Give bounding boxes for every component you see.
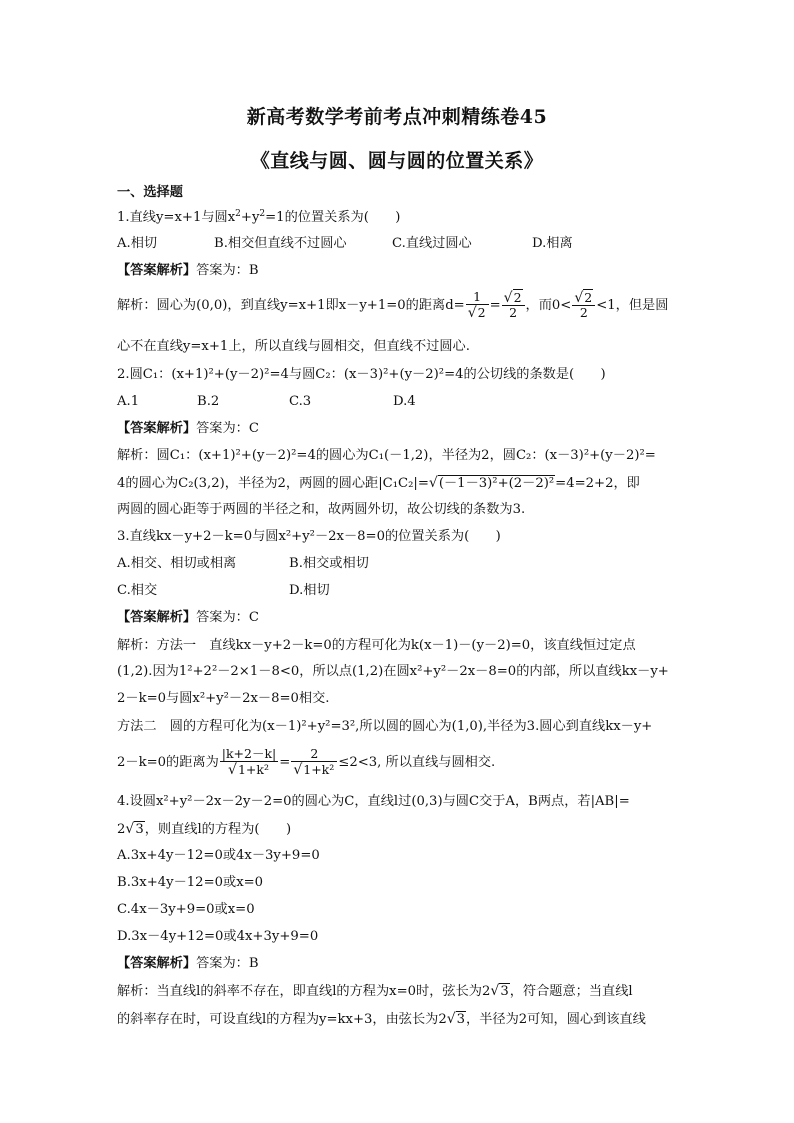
q3-option-c: C.相交 — [117, 583, 158, 598]
q3-explanation-line4: 方法二 圆的方程可化为(x－1)²+y²=3²,所以圆的圆心为(1,0),半径为3.圆心到直线kx－y+ — [117, 719, 653, 734]
q4-expl-line2-b: ，半径为2可知，圆心到该直线 — [466, 1012, 646, 1027]
q4-stem-line2 — [117, 820, 291, 839]
q3-expl-line5-a: 2－k=0的距离为 — [117, 754, 219, 770]
q2-answer-tag: 【答案解析】 — [117, 421, 197, 436]
q3-option-b: B.相交或相切 — [289, 556, 369, 571]
q3-explanation-line3: 2－k=0与圆x²+y²－2x－8=0相交. — [117, 691, 330, 706]
q1-answer-tag: 【答案解析】 — [117, 263, 197, 278]
q2-expl-line2-a: 4的圆心为C₂(3,2)，半径为2，两圆的圆心距|C₁C₂|= — [117, 476, 429, 491]
q2-answer — [117, 420, 259, 438]
q4-expl-sqrt3-b: √3 — [446, 1011, 466, 1027]
q4-option-c: C.4x－3y+9=0或x=0 — [117, 902, 255, 917]
q4-stem-line1: 4.设圆x²+y²－2x－2y－2=0的圆心为C，直线l过(0,3)与圆C交于A，B两点，若|AB|= — [117, 794, 630, 809]
q3-explanation-line2: (1,2).因为1²+2²－2×1－8<0，所以点(1,2)在圆x²+y²－2x－8=0的内部，所以直线kx－y+ — [117, 664, 669, 679]
q3-stem: 3.直线kx－y+2－k=0与圆x²+y²－2x－8=0的位置关系为( ) — [117, 529, 501, 544]
q4-expl-line1-a: 解析：当直线l的斜率不存在，即直线l的方程为x=0时，弦长为2 — [117, 984, 491, 999]
q3-explanation-line5: 2－k=0的距离为 $\frac{|k+2-k|}{\text{√1+k²}}$ = $\frac{2}{\text{√1+k²}}$ ≤2<3, 所以直线与圆相交. — [117, 746, 496, 778]
q4-answer-tag: 【答案解析】 — [117, 956, 197, 971]
q3-explanation-line1: 解析：方法一 直线kx－y+2－k=0的方程可化为k(x－1)－(y－2)=0，该直线恒过定点 — [117, 638, 636, 653]
q1-frac-sqrt2-over-2: $\frac{√2}{2}$ — [502, 291, 525, 320]
q2-explanation-line3: 两圆的圆心距等于两圆的半径之和，故两圆外切，故公切线的条数为3. — [117, 502, 526, 517]
q3-option-d: D.相切 — [289, 583, 330, 598]
q4-explanation-line2 — [117, 1010, 646, 1029]
q4-sqrt3: √3 — [125, 821, 144, 837]
q4-option-b: B.3x+4y－12=0或x=0 — [117, 875, 264, 890]
q3-answer-tag: 【答案解析】 — [117, 610, 197, 625]
q4-option-d: D.3x－4y+12=0或4x+3y+9=0 — [117, 929, 319, 944]
q1-option-b: B.相交但直线不过圆心 — [214, 236, 347, 251]
q4-option-a: A.3x+4y－12=0或4x－3y+9=0 — [117, 848, 320, 863]
q1-stem: 1.直线y=x+1与圆$x^2+y^2=1$的位置关系为( ) — [117, 209, 401, 225]
q1-stem-b: +y — [240, 210, 260, 225]
q1-explanation-line1 — [117, 291, 668, 320]
q4-expl-line1-b: ，符合题意；当直线l — [509, 984, 633, 999]
q2-stem: 2.圆C₁：(x+1)²+(y－2)²=4与圆C₂：(x－3)²+(y－2)²=4的公切线的条数是( ) — [117, 367, 606, 382]
q2-option-b: B.2 — [197, 394, 220, 409]
q1-stem-c: =1的位置关系为( ) — [265, 210, 401, 225]
q3-answer-text: 答案为：C — [196, 610, 259, 625]
q3-expl-line5-b: ≤2<3, 所以直线与圆相交. — [338, 754, 496, 770]
q1-expl-c: <1，但是圆 — [596, 297, 669, 313]
q1-option-a: A.相切 — [117, 236, 158, 251]
q4-answer-text: 答案为：B — [196, 956, 259, 971]
q2-explanation-line2 — [117, 474, 640, 493]
document-title: 新高考数学考前考点冲刺精练卷45 — [246, 106, 548, 128]
q3-frac-distance-simplified: $\frac{2}{\text{√1+k²}}$ — [291, 748, 337, 777]
q1-frac-1-over-sqrt2: $\frac{1}{√2}$ — [466, 291, 489, 320]
q4-stem-line2-a: 2 — [117, 822, 126, 837]
q1-eq: = — [489, 297, 501, 313]
q1-frac-sqrt2-over-2-b: $\frac{√2}{2}$ — [572, 291, 595, 320]
q1-answer-text: 答案为：B — [196, 263, 259, 278]
q1-answer — [117, 262, 259, 280]
q2-explanation-line1: 解析：圆C₁：(x+1)²+(y－2)²=4的圆心为C₁(－1,2)，半径为2，圆C₂：(x－3)²+(y－2)²= — [117, 448, 656, 463]
document-subtitle: 《直线与圆、圆与圆的位置关系》 — [250, 150, 544, 172]
q2-option-c: C.3 — [289, 394, 312, 409]
q2-sqrt-distance: √(－1－3)²+(2－2)² — [428, 475, 555, 491]
q3-answer — [117, 609, 259, 627]
q4-expl-line2-a: 的斜率存在时，可设直线l的方程为y=kx+3，由弦长为2 — [117, 1012, 447, 1027]
q4-stem-line2-b: ，则直线l的方程为( ) — [144, 822, 292, 837]
q2-option-a: A.1 — [117, 394, 140, 409]
q4-answer — [117, 955, 259, 973]
q1-option-d: D.相离 — [532, 236, 573, 251]
q1-expl-b: ，而0< — [525, 297, 572, 313]
q1-stem-a: 1.直线y=x+1与圆x — [117, 210, 236, 225]
section-heading: 一、选择题 — [117, 185, 183, 200]
q3-frac-distance: $\frac{|k+2-k|}{\text{√1+k²}}$ — [221, 746, 277, 778]
q1-explanation-line2: 心不在直线y=x+1上，所以直线与圆相交，但直线不过圆心. — [117, 339, 470, 354]
q4-expl-sqrt3-a: √3 — [490, 983, 509, 999]
q3-option-a: A.相交、相切或相离 — [117, 556, 237, 571]
q2-option-d: D.4 — [393, 394, 416, 409]
q1-option-c: C.直线过圆心 — [392, 236, 472, 251]
q2-expl-line2-b: =4=2+2，即 — [555, 476, 640, 491]
q4-explanation-line1 — [117, 982, 633, 1001]
q1-expl-a: 解析：圆心为(0,0)，到直线y=x+1即x－y+1=0的距离d= — [117, 297, 465, 313]
q2-answer-text: 答案为：C — [196, 421, 259, 436]
